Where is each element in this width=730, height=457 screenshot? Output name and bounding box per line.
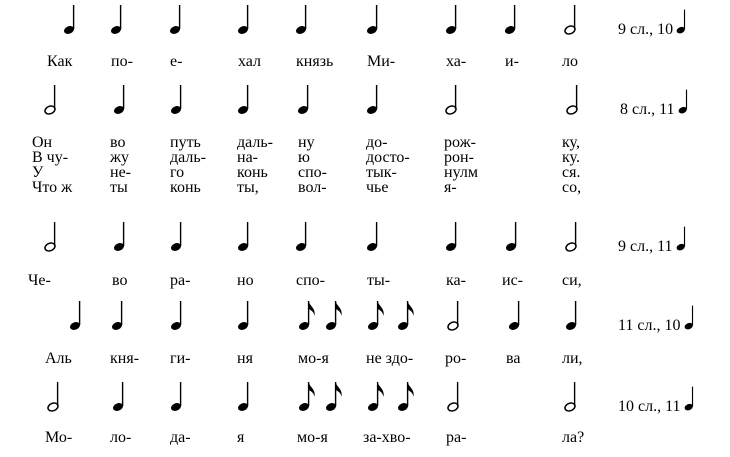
quarter-note-icon (112, 83, 142, 117)
lyric-syllable: по- (111, 53, 133, 70)
lyric-syllable: Он (32, 134, 53, 151)
quarter-note-icon (444, 3, 474, 37)
half-note-icon (563, 3, 593, 37)
lyric-syllable: до- (366, 134, 388, 151)
lyric-syllable: Что ж (32, 179, 73, 196)
quarter-note-icon (236, 380, 266, 414)
lyric-syllable: во (110, 134, 126, 151)
lyric-syllable: князь (296, 53, 334, 70)
lyric-syllable: ю (298, 149, 310, 166)
quarter-note-icon (564, 299, 594, 333)
lyric-syllable: го (170, 164, 185, 181)
lyric-syllable: ло- (110, 429, 132, 446)
quarter-note-icon (62, 3, 92, 37)
lyric-syllable: ты, (237, 179, 259, 196)
half-note-icon (446, 299, 476, 333)
lyric-syllable: нулм (444, 164, 478, 181)
lyric-syllable: ра- (446, 429, 467, 446)
lyric-syllable: путь (170, 134, 201, 151)
syllable-count: 9 сл., 10 (618, 21, 674, 38)
lyric-syllable: во (112, 272, 128, 289)
half-note-icon (564, 220, 594, 254)
lyric-syllable: за-хво- (363, 429, 411, 446)
quarter-note-icon (365, 83, 395, 117)
quarter-note-icon (294, 3, 324, 37)
lyric-syllable: жу (110, 149, 130, 166)
lyric-syllable: Мо- (45, 429, 73, 446)
lyric-syllable: Ми- (367, 53, 396, 70)
lyric-syllable: е- (170, 53, 183, 70)
quarter-note-icon (169, 83, 199, 117)
lyric-syllable: конь (170, 179, 201, 196)
quarter-note-icon (675, 8, 700, 36)
syllable-count: 11 сл., 10 (618, 317, 681, 334)
eighth-note-icon (324, 299, 354, 333)
lyric-syllable: ня (237, 350, 253, 367)
quarter-note-icon (503, 3, 533, 37)
lyric-syllable: но (237, 272, 254, 289)
quarter-note-icon (683, 385, 708, 413)
quarter-note-icon (112, 220, 142, 254)
lyric-syllable: ну (298, 134, 315, 151)
eighth-note-icon (324, 380, 354, 414)
lyric-syllable: ли, (562, 350, 583, 367)
half-note-icon (446, 380, 476, 414)
lyric-syllable: мо-я (298, 350, 329, 367)
quarter-note-icon (169, 299, 199, 333)
quarter-note-icon (296, 83, 326, 117)
lyric-syllable: ты (110, 179, 128, 196)
lyric-syllable: досто- (366, 149, 410, 166)
quarter-note-icon (507, 299, 537, 333)
lyric-syllable: ты- (367, 272, 391, 289)
quarter-note-icon (169, 380, 199, 414)
lyric-syllable: рож- (444, 134, 476, 151)
lyric-syllable: со, (562, 179, 582, 196)
lyric-syllable: я (237, 429, 245, 446)
lyric-syllable: У (32, 164, 44, 181)
quarter-note-icon (294, 220, 324, 254)
quarter-note-icon (169, 220, 199, 254)
lyric-syllable: ло (562, 53, 578, 70)
lyric-syllable: даль- (170, 149, 206, 166)
lyric-syllable: мо-я (297, 429, 328, 446)
quarter-note-icon (236, 299, 266, 333)
lyric-syllable: Аль (45, 350, 72, 367)
half-note-icon (43, 220, 73, 254)
syllable-count: 10 сл., 11 (618, 398, 681, 415)
lyric-syllable: и- (505, 53, 519, 70)
eighth-note-icon (366, 299, 396, 333)
quarter-note-icon (683, 304, 708, 332)
quarter-note-icon (675, 225, 700, 253)
lyric-syllable: рон- (444, 149, 474, 166)
quarter-note-icon (111, 380, 141, 414)
lyric-syllable: В чу- (32, 149, 69, 166)
eighth-note-icon (297, 380, 327, 414)
half-note-icon (46, 380, 76, 414)
lyric-syllable: конь (237, 164, 268, 181)
quarter-note-icon (110, 299, 140, 333)
lyric-syllable: ис- (502, 272, 523, 289)
syllable-count: 8 сл., 11 (620, 101, 675, 118)
quarter-note-icon (109, 3, 139, 37)
lyric-syllable: Как (47, 53, 73, 70)
lyric-syllable: кня- (110, 350, 140, 367)
lyric-syllable: ка- (446, 272, 466, 289)
lyric-syllable: тык- (366, 164, 397, 181)
lyric-syllable: я- (444, 179, 457, 196)
eighth-note-icon (396, 380, 426, 414)
lyric-syllable: вол- (298, 179, 327, 196)
eighth-note-icon (366, 380, 396, 414)
lyric-syllable: ся. (562, 164, 581, 181)
half-note-icon (444, 83, 474, 117)
quarter-note-icon (677, 88, 702, 116)
lyric-syllable: хал (238, 53, 262, 70)
eighth-note-icon (396, 299, 426, 333)
lyric-syllable: да- (170, 429, 191, 446)
half-note-icon (565, 83, 595, 117)
lyric-syllable: ро- (445, 350, 467, 367)
quarter-note-icon (365, 220, 395, 254)
quarter-note-icon (236, 83, 266, 117)
lyric-syllable: не здо- (366, 350, 414, 367)
quarter-note-icon (365, 3, 395, 37)
lyric-syllable: ра- (170, 272, 191, 289)
quarter-note-icon (68, 299, 98, 333)
eighth-note-icon (297, 299, 327, 333)
lyric-syllable: ха- (446, 53, 467, 70)
quarter-note-icon (504, 220, 534, 254)
lyric-syllable: спо- (298, 164, 327, 181)
lyric-syllable: ги- (170, 350, 191, 367)
lyric-syllable: спо- (296, 272, 325, 289)
lyric-syllable: не- (110, 164, 131, 181)
lyric-syllable: даль- (237, 134, 273, 151)
lyric-syllable: ку. (562, 149, 580, 166)
half-note-icon (43, 83, 73, 117)
quarter-note-icon (444, 220, 474, 254)
lyric-syllable: Че- (28, 272, 51, 289)
lyric-syllable: чье (366, 179, 389, 196)
lyric-syllable: си, (562, 272, 582, 289)
quarter-note-icon (236, 3, 266, 37)
quarter-note-icon (236, 220, 266, 254)
lyric-syllable: ва (506, 350, 521, 367)
syllable-count: 9 сл., 11 (618, 238, 673, 255)
lyric-syllable: ла? (562, 429, 585, 446)
half-note-icon (563, 380, 593, 414)
lyric-syllable: ку, (562, 134, 580, 151)
lyric-syllable: на- (237, 149, 258, 166)
quarter-note-icon (168, 3, 198, 37)
